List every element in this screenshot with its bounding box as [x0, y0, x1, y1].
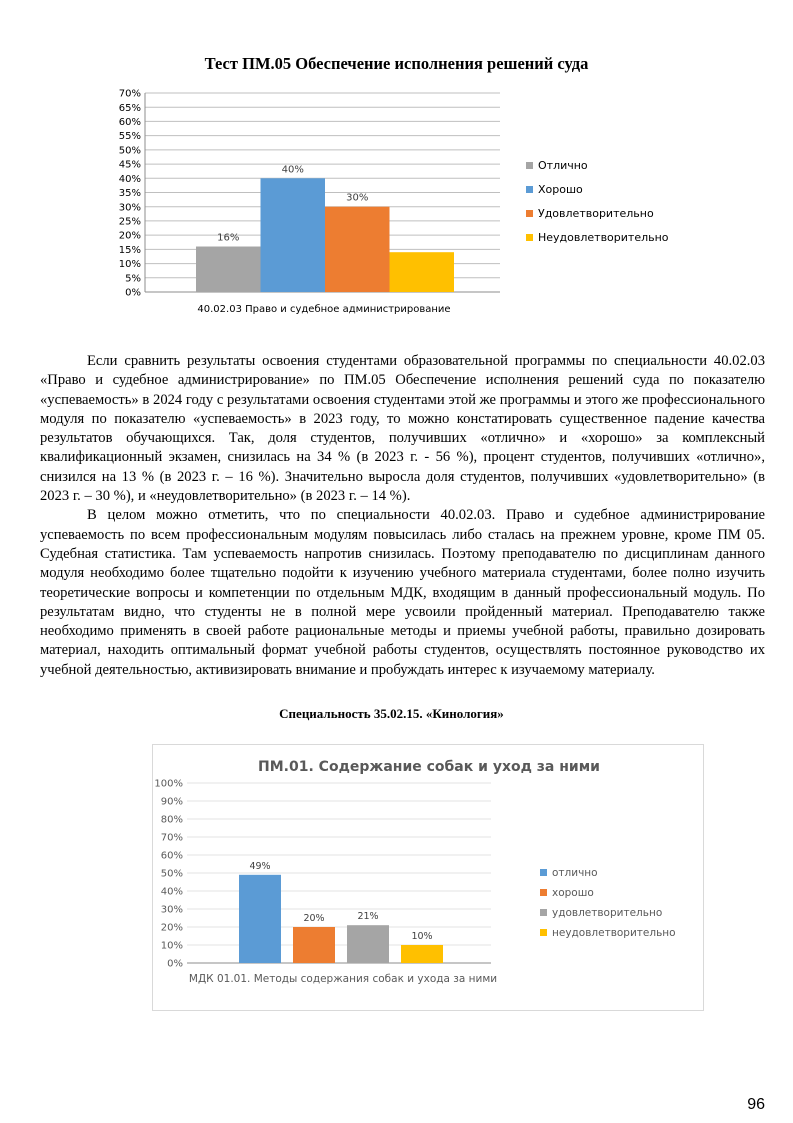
y-tick-label: 10%: [118, 259, 141, 271]
legend-label: Отлично: [538, 159, 588, 172]
x-category-label: 40.02.03 Право и судебное администрирование: [197, 304, 451, 315]
data-label: 16%: [217, 232, 240, 244]
bar-1: [196, 247, 261, 292]
legend-swatch: [540, 929, 547, 936]
y-tick-label: 40%: [160, 886, 183, 898]
chart1: [100, 82, 700, 322]
y-tick-label: 15%: [118, 244, 141, 256]
paragraph-2: В целом можно отметить, что по специальности 40.02.03. Право и судебное администрирование успеваемость по всем профессиональным модулям повысилась либо сталась на прежнем уровне, кроме ПМ 05. Судебная статистика. Там успеваемость напротив снизилась. Поэтому преподавателю по дисциплинам данного модуля необходимо более тщательно подойти к изучению учебного материала студентами, более полно изучить теоретические вопросы и компетенции по отдельным МДК, входящим в данный профессиональный модуль. По результатам видно, что студенты не в полной мере усвоили пройденный материал. Преподавателю также необходимо применять в своей работе рациональные методы и приемы учебной работы, правильно дозировать материал, находить оптимальный формат учебной работы студентов, осуществлять постоянное руководство их учебной деятельностью, активизировать внимание и пробуждать интерес к изучаемому материалу.: [40, 507, 765, 678]
bar-1: [239, 875, 281, 963]
y-tick-label: 60%: [160, 850, 183, 862]
data-label: 40%: [281, 164, 304, 176]
legend-label: Хорошо: [538, 183, 583, 196]
y-tick-label: 50%: [118, 145, 141, 157]
page-number: 96: [747, 1096, 765, 1113]
y-tick-label: 30%: [160, 904, 183, 916]
bar-3: [347, 925, 389, 963]
y-tick-label: 5%: [125, 273, 141, 285]
y-tick-label: 0%: [167, 958, 183, 970]
y-tick-label: 25%: [118, 216, 141, 228]
y-tick-label: 30%: [118, 202, 141, 214]
y-tick-label: 20%: [160, 922, 183, 934]
body-text: [40, 352, 765, 680]
y-tick-label: 20%: [118, 230, 141, 242]
data-label: 21%: [357, 911, 379, 923]
legend-label: удовлетворительно: [552, 907, 663, 919]
y-tick-label: 55%: [118, 131, 141, 143]
y-tick-label: 80%: [160, 814, 183, 826]
y-tick-label: 45%: [118, 159, 141, 171]
y-tick-label: 70%: [160, 832, 183, 844]
chart2-frame: [152, 744, 704, 1011]
bar-4: [390, 252, 455, 292]
data-label: 20%: [303, 913, 325, 924]
y-tick-label: 0%: [125, 287, 141, 299]
bar-2: [261, 178, 326, 292]
y-tick-label: 50%: [160, 868, 183, 880]
legend-swatch: [526, 210, 533, 217]
legend-label: хорошо: [552, 887, 594, 899]
section-heading: Специальность 35.02.15. «Кинология»: [279, 706, 504, 721]
data-label: 49%: [249, 860, 271, 872]
legend-swatch: [526, 186, 533, 193]
legend-label: отлично: [552, 867, 598, 879]
legend-label: Удовлетворительно: [538, 207, 654, 220]
data-label: 10%: [411, 931, 433, 942]
y-tick-label: 100%: [154, 778, 183, 790]
bar-2: [293, 927, 335, 963]
legend-swatch: [540, 869, 547, 876]
chart-title: ПМ.01. Содержание собак и уход за ними: [258, 759, 600, 775]
legend-label: Неудовлетворительно: [538, 231, 669, 244]
y-tick-label: 70%: [118, 88, 141, 100]
bar-4: [401, 945, 443, 963]
chart2: [153, 745, 705, 1012]
legend-label: неудовлетворительно: [552, 927, 676, 939]
bar-3: [325, 207, 390, 292]
y-tick-label: 35%: [118, 188, 141, 200]
x-category-label: МДК 01.01. Методы содержания собак и ухода за ними: [188, 973, 498, 985]
y-tick-label: 65%: [118, 102, 141, 114]
y-tick-label: 10%: [160, 940, 183, 952]
paragraph-1: Если сравнить результаты освоения студентами образовательной программы по специальности 40.02.03 «Право и судебное администрирование» по ПМ.05 Обеспечение исполнения решений суда по показателю «успеваемость» в 2024 году с результатами освоения студентами этой же программы и этого же профессионального модуля по показателю «успеваемость» в 2023 году, то можно констатировать существенное падение качества результатов обучающихся. Так, доля студентов, получивших «отлично» и «хорошо» за комплексный квалификационный экзамен, снизилась на 34 % (в 2023 г. - 56 %), процент студентов, получивших «отлично», снизился на 13 % (в 2023 г. – 16 %). Значительно выросла доля студентов, получивших «удовлетворительно» (в 2023 г. – 30 %), и «неудовлетворительно» (в 2023 г. – 14 %).: [40, 353, 765, 505]
legend-swatch: [540, 909, 547, 916]
legend-swatch: [540, 889, 547, 896]
y-tick-label: 60%: [118, 117, 141, 129]
legend-swatch: [526, 234, 533, 241]
chart1-title: Тест ПМ.05 Обеспечение исполнения решений суда: [204, 54, 589, 73]
y-tick-label: 40%: [118, 173, 141, 185]
data-label: 30%: [346, 192, 369, 204]
y-tick-label: 90%: [160, 796, 183, 808]
legend-swatch: [526, 162, 533, 169]
